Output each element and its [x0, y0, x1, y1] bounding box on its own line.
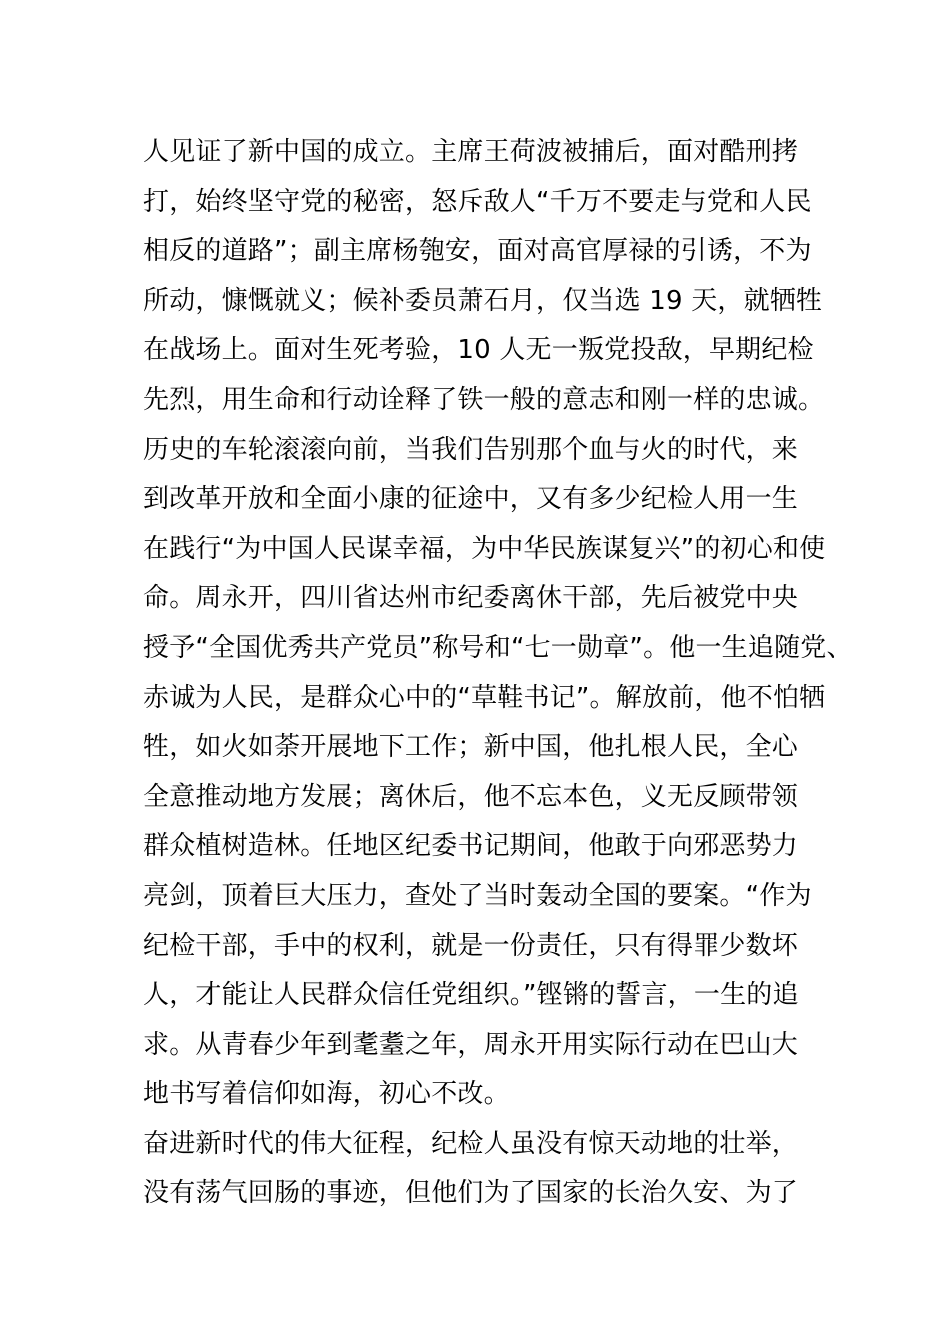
text-line: 在践行“为中国人民谋幸福，为中华民族谋复兴”的初心和使 — [143, 533, 826, 564]
text-line: 地书写着信仰如海，初心不改。 — [143, 1079, 510, 1110]
text-line: 求。从青春少年到耄耋之年，周永开用实际行动在巴山大 — [143, 1029, 799, 1060]
text-line: 到改革开放和全面小康的征途中，又有多少纪检人用一生 — [143, 484, 799, 515]
text-line: 历史的车轮滚滚向前，当我们告别那个血与火的时代，来 — [143, 434, 799, 465]
text-line: 相反的道路”；副主席杨匏安，面对高官厚禄的引诱，不为 — [143, 236, 812, 267]
text-line: 先烈，用生命和行动诠释了铁一般的意志和刚一样的忠诚。 — [143, 384, 825, 415]
text-line: 奋进新时代的伟大征程，纪检人虽没有惊天动地的壮举， — [143, 1128, 799, 1159]
text-line: 在战场上。面对生死考验，10 人无一叛党投敌，早期纪检 — [143, 335, 814, 366]
text-line: 群众植树造林。任地区纪委书记期间，他敢于向邪恶势力 — [143, 831, 799, 862]
body-text — [143, 128, 853, 1219]
text-line: 没有荡气回肠的事迹，但他们为了国家的长治久安、为了 — [143, 1178, 799, 1209]
text-line: 授予“全国优秀共产党员”称号和“七一勋章”。他一生追随党、 — [143, 632, 853, 663]
text-line: 牲，如火如荼开展地下工作；新中国，他扎根人民，全心 — [143, 732, 799, 763]
text-line: 所动，慷慨就义；候补委员萧石月，仅当选 19 天，就牺牲 — [143, 285, 823, 316]
text-line: 命。周永开，四川省达州市纪委离休干部，先后被党中央 — [143, 583, 799, 614]
text-line: 打，始终坚守党的秘密，怒斥敌人“千万不要走与党和人民 — [143, 186, 812, 217]
text-line: 全意推动地方发展；离休后，他不忘本色，义无反顾带领 — [143, 781, 799, 812]
text-line: 人见证了新中国的成立。主席王荷波被捕后，面对酷刑拷 — [143, 137, 799, 167]
text-line: 纪检干部，手中的权利，就是一份责任，只有得罪少数坏 — [143, 930, 799, 961]
text-line: 人，才能让人民群众信任党组织。”铿锵的誓言，一生的追 — [143, 980, 799, 1011]
text-line: 赤诚为人民，是群众心中的“草鞋书记”。解放前，他不怕牺 — [143, 682, 826, 713]
text-line: 亮剑，顶着巨大压力，查处了当时轰动全国的要案。“作为 — [143, 880, 812, 911]
